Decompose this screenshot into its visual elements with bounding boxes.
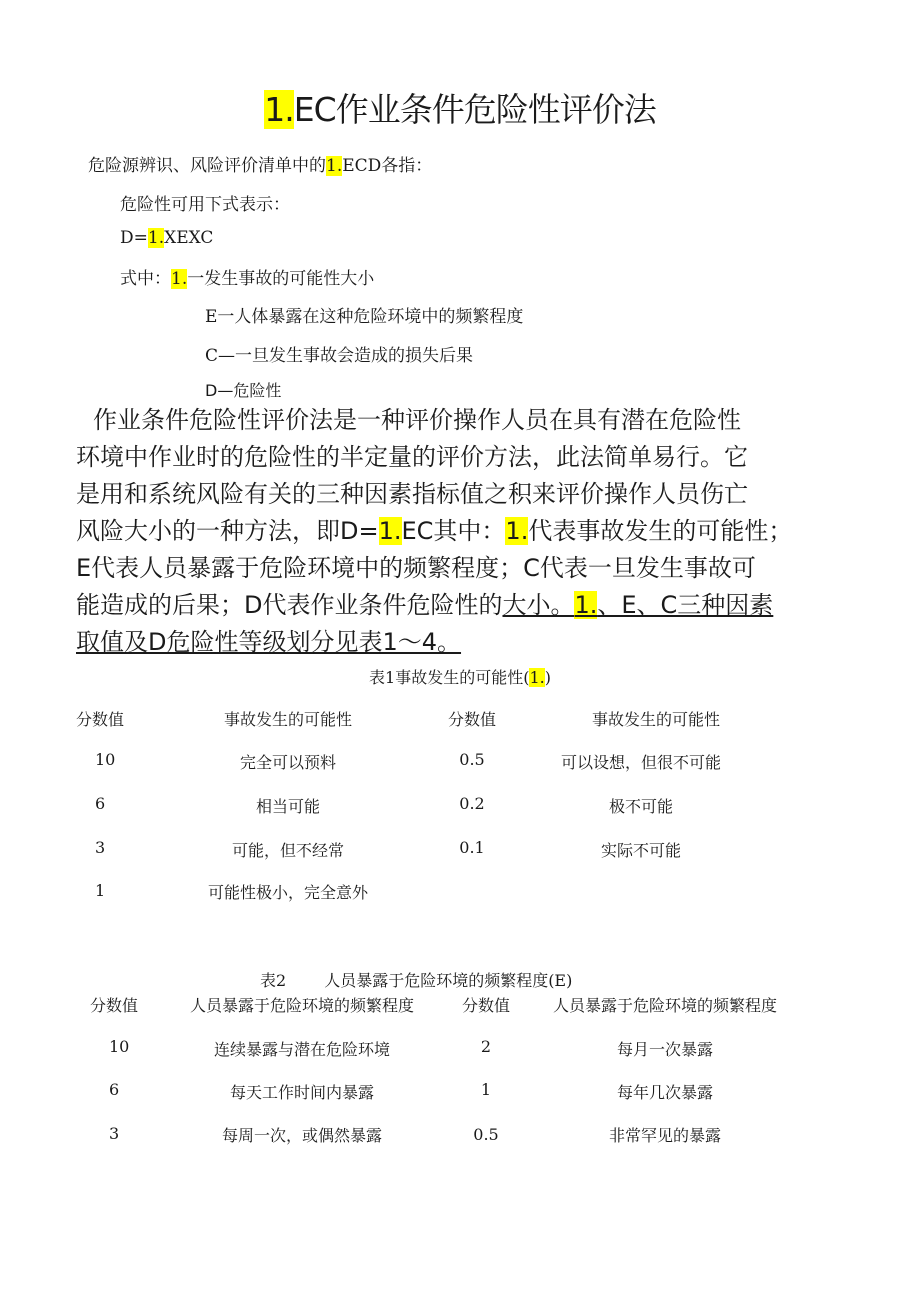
- table1-header: 事故发生的可能性: [223, 710, 353, 729]
- table2-cell: 连续暴露与潜在危险环境: [213, 1040, 391, 1059]
- table2-caption-text: 人员暴露于危险环境的频繁程度(E): [324, 971, 573, 990]
- table1-header: 事故发生的可能性: [591, 710, 721, 729]
- table1-caption-text: 表1事故发生的可能性(: [369, 668, 530, 687]
- table2-caption: [260, 968, 572, 991]
- table1-cell: 3: [95, 838, 106, 857]
- table1-header: 分数值: [76, 710, 125, 729]
- table2-caption-number: 表2: [260, 971, 287, 990]
- table2-cell: 非常罕见的暴露: [608, 1126, 722, 1145]
- table2-cell: 3: [109, 1124, 120, 1143]
- para-l4-c: 代表事故发生的可能性；: [528, 517, 793, 545]
- table1-cell: 实际不可能: [600, 841, 682, 860]
- intro-line: [88, 151, 432, 176]
- table2-header: 分数值: [90, 996, 139, 1015]
- formula-lhs: D=: [120, 228, 148, 248]
- para-l4-b: EC其中：: [401, 517, 506, 545]
- formula-rhs: XEXC: [164, 228, 214, 248]
- table1-header: 分数值: [447, 710, 497, 729]
- para-l4-highlight: 1.: [378, 517, 402, 545]
- table2-cell: 每天工作时间内暴露: [229, 1083, 375, 1102]
- def-e: E一人体暴露在这种危险环境中的频繁程度: [205, 307, 524, 327]
- para-line-3: 是用和系统风险有关的三种因素指标值之积来评价操作人员伤亡: [76, 480, 748, 508]
- table1-cell: 可以设想，但很不可能: [560, 753, 722, 772]
- table1-cell: 0.1: [459, 838, 485, 857]
- def-c: C—一旦发生事故会造成的损失后果: [205, 346, 474, 366]
- table2-header: 分数值: [461, 996, 511, 1015]
- para-l6-underline-2: 、E、C三种因素: [597, 591, 774, 619]
- para-line-1: 作业条件危险性评价法是一种评价操作人员在具有潜在危险性: [93, 406, 741, 434]
- def-d: D—危险性: [205, 381, 282, 400]
- para-line-7: [76, 624, 836, 661]
- def-l-highlight: 1.: [171, 269, 188, 289]
- para-l6-highlight: 1.: [574, 591, 598, 619]
- intro-highlight: 1.: [326, 156, 343, 176]
- table1-cell: 0.2: [459, 794, 485, 813]
- para-l6-a: 能造成的后果；D代表作业条件危险性的: [76, 591, 503, 619]
- formula: [120, 228, 213, 248]
- description-paragraph: [76, 402, 836, 661]
- para-line-4: [76, 513, 836, 550]
- table1-caption-end: ): [544, 668, 551, 687]
- intro-text: 危险源辨识、风险评价清单中的: [88, 156, 326, 176]
- table2-cell: 2: [480, 1037, 492, 1056]
- table1-cell: 10: [95, 750, 116, 769]
- intro-suffix: ECD各指：: [342, 156, 433, 176]
- table1-cell: 可能，但不经常: [231, 841, 345, 860]
- def-l: [120, 264, 374, 289]
- table1-cell: 6: [95, 794, 106, 813]
- formula-highlight: 1.: [147, 228, 165, 248]
- formula-intro: 危险性可用下式表示：: [120, 195, 290, 215]
- para-line-5: E代表人员暴露于危险环境中的频繁程度；C代表一旦发生事故可: [76, 554, 756, 582]
- para-l7-underline: 取值及D危险性等级划分见表1〜4。: [76, 628, 462, 656]
- para-line-6: [76, 587, 836, 624]
- def-l-text: 一发生事故的可能性大小: [187, 269, 375, 289]
- table2-cell: 每月一次暴露: [616, 1040, 714, 1059]
- document-title: [0, 84, 920, 131]
- table2-header: 人员暴露于危险环境的频繁程度: [189, 996, 415, 1015]
- table1-caption-highlight: 1.: [529, 668, 545, 687]
- table1-cell: 相当可能: [255, 797, 321, 816]
- table1-caption: [0, 665, 920, 688]
- para-line-2: 环境中作业时的危险性的半定量的评价方法，此法简单易行。它: [76, 443, 748, 471]
- table2-cell: 0.5: [473, 1125, 499, 1144]
- table1-cell: 1: [95, 881, 106, 900]
- table2-cell: 10: [109, 1037, 130, 1056]
- title-highlight: 1.: [264, 90, 294, 129]
- para-l4-a: 风险大小的一种方法，即D=: [76, 517, 379, 545]
- table2-cell: 每年几次暴露: [616, 1083, 714, 1102]
- table2-cell: 6: [109, 1080, 120, 1099]
- def-prefix: 式中：: [120, 269, 171, 289]
- para-l6-underline: 大小。: [502, 591, 575, 619]
- table2-header: 人员暴露于危险环境的频繁程度: [552, 996, 778, 1015]
- para-l4-highlight-2: 1.: [505, 517, 529, 545]
- table2-cell: 1: [480, 1080, 492, 1099]
- title-text: EC作业条件危险性评价法: [293, 90, 656, 129]
- table1-cell: 极不可能: [608, 797, 674, 816]
- table2-cell: 每周一次，或偶然暴露: [221, 1126, 383, 1145]
- table1-cell: 可能性极小，完全意外: [207, 883, 369, 902]
- table1-cell: 0.5: [459, 750, 485, 769]
- table1-cell: 完全可以预料: [239, 753, 337, 772]
